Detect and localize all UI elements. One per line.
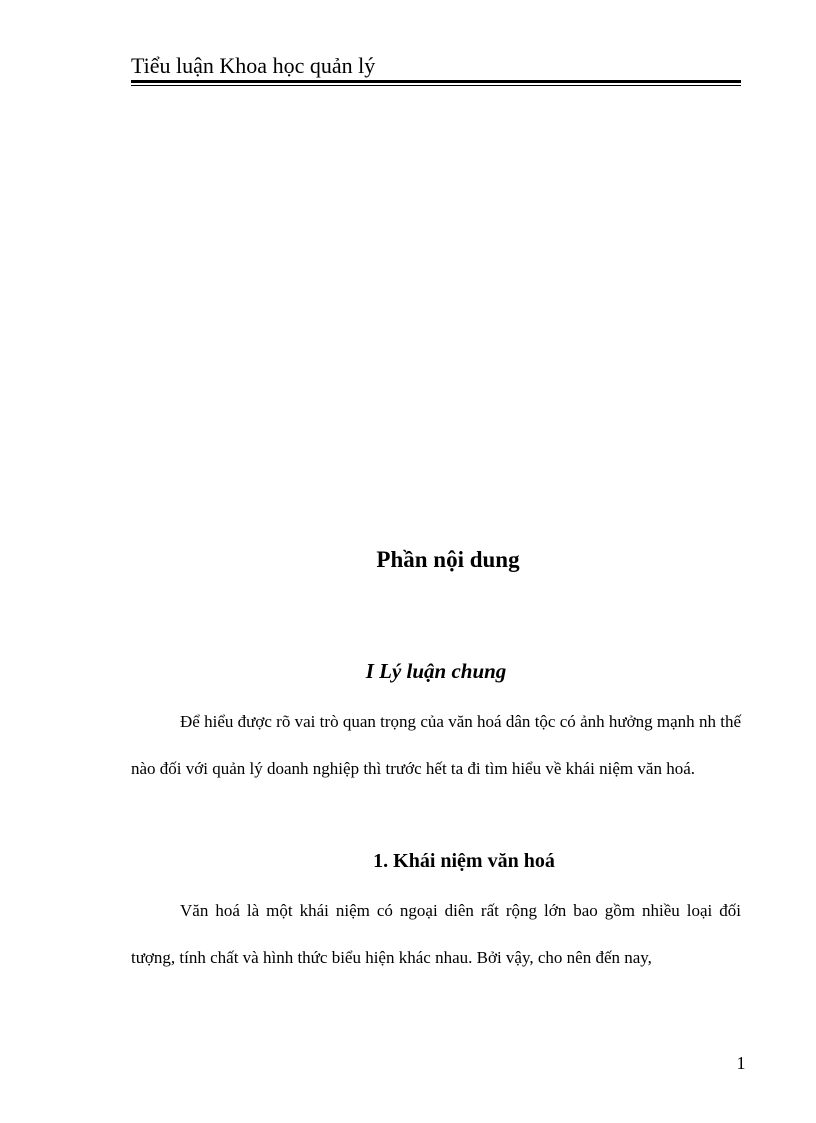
chapter-title: I Lý luận chung: [365, 659, 507, 683]
intro-paragraph: Để hiểu được rõ vai trò quan trọng của văn hoá dân tộc có ảnh hưởng mạnh nh thế nào đối với quản lý doanh nghiệp thì trước hết ta đi tìm hiểu về khái niệm văn hoá.: [131, 712, 741, 778]
subsection-paragraph: Văn hoá là một khái niệm có ngoại diên rất rộng lớn bao gồm nhiều loại đối tượng, tính chất và hình thức biểu hiện khác nhau. Bởi vậy, cho nên đến nay,: [131, 901, 741, 967]
running-header-title: Tiểu luận Khoa học quản lý: [131, 53, 376, 78]
part-title: Phần nội dung: [376, 547, 520, 572]
header-rule-thick: [131, 80, 741, 83]
subsection-title: 1. Khái niệm văn hoá: [373, 850, 555, 872]
header-rule-thin: [131, 85, 741, 86]
page-number: 1: [736, 1053, 746, 1073]
